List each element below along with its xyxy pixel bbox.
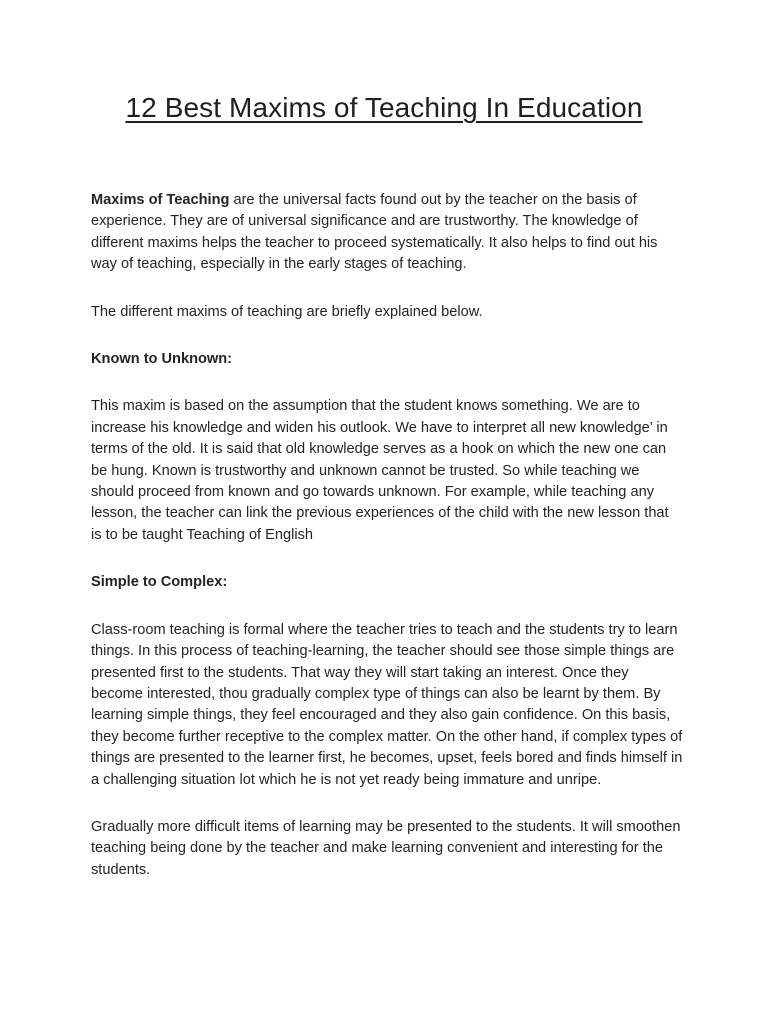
section-heading-known-to-unknown: Known to Unknown: [91,351,233,368]
section-heading-simple-to-complex: Simple to Complex: [91,574,228,591]
intro-text: are the universal facts found out by the teacher on the basis of experience. They are of universal significance and are trustworthy. The knowledge of different maxims helps the teacher to proceed systematically. It also helps to find out his way of teaching, especially in the early stages of teaching. [91,192,658,273]
section-paragraph: Gradually more difficult items of learning may be presented to the students. It will smoothen teaching being done by the teacher and make learning convenient and interesting for the students. [91,818,681,878]
document-body [91,190,683,907]
section-paragraph: This maxim is based on the assumption that the student knows something. We are to increase his knowledge and widen his outlook. We have to interpret all new knowledge’ in terms of the old. It is said that old knowledge serves as a hook on which the new one can be hung. Known is trustworthy and unknown cannot be trusted. So while teaching we should proceed from known and go towards unknown. For example, while teaching any lesson, the teacher can link the previous experiences of the child with the new lesson that is to be taught Teaching of English [91,398,669,543]
intro-lead-term: Maxims of Teaching [91,192,230,208]
overview-paragraph: The different maxims of teaching are briefly explained below. [91,303,483,320]
section-paragraph: Class-room teaching is formal where the teacher tries to teach and the students try to learn things. In this process of teaching-learning, the teacher should see those simple things are presented first to the students. That way they will start taking an interest. Once they become interested, thou gradually complex type of things can also be learnt by them. By learning simple things, they feel encouraged and they also gain confidence. On this basis, they become further receptive to the complex matter. On the other hand, if complex types of things are presented to the learner first, he becomes, upset, feels bored and finds himself in a challenging situation lot which he is not yet ready being immature and unripe. [91,621,683,788]
page-title: 12 Best Maxims of Teaching In Education [125,92,643,123]
intro-paragraph [91,190,683,276]
